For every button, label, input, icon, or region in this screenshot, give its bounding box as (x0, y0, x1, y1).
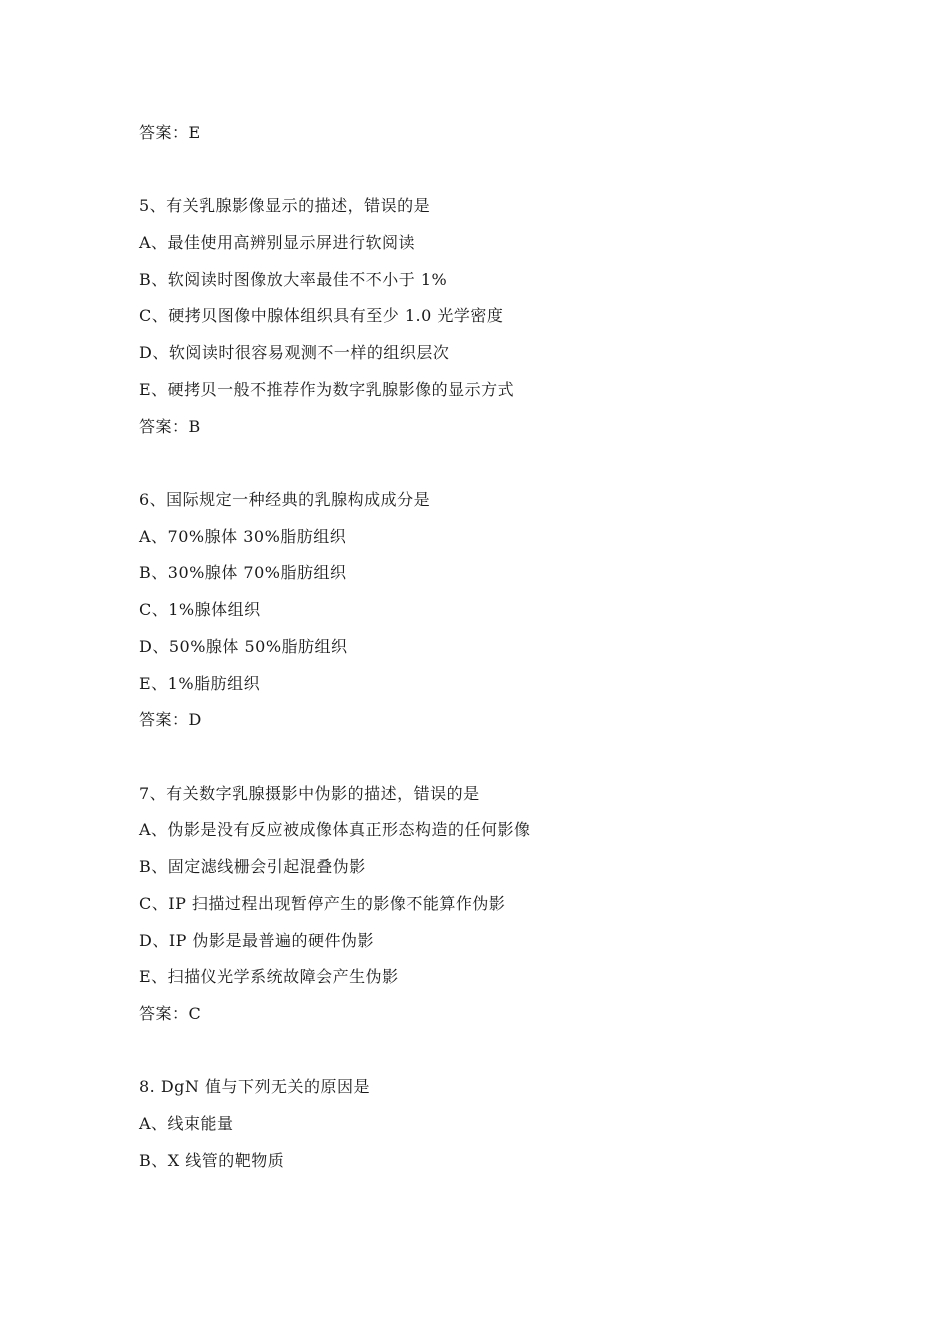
answer-value: E (188, 123, 201, 142)
answer-line (139, 1004, 201, 1024)
answer-label: 答案： (139, 1004, 189, 1023)
answer-line (139, 417, 201, 437)
answer-label: 答案： (139, 123, 189, 142)
answer-label: 答案： (139, 417, 189, 436)
question-option: C、硬拷贝图像中腺体组织具有至少 1.0 光学密度 (139, 306, 504, 325)
question-option: D、50%腺体 50%脂肪组织 (139, 637, 348, 656)
question-option: E、扫描仪光学系统故障会产生伪影 (139, 967, 399, 986)
question-option: E、1%脂肪组织 (139, 674, 261, 693)
question-option: B、30%腺体 70%脂肪组织 (139, 563, 347, 582)
question-stem: 8. DgN 值与下列无关的原因是 (139, 1077, 371, 1096)
question-option: E、硬拷贝一般不推荐作为数字乳腺影像的显示方式 (139, 380, 515, 399)
answer-label: 答案： (139, 710, 189, 729)
question-stem: 7、有关数字乳腺摄影中伪影的描述，错误的是 (139, 784, 480, 803)
question-option: C、1%腺体组织 (139, 600, 261, 619)
question-option: D、软阅读时很容易观测不一样的组织层次 (139, 343, 450, 362)
answer-value: B (188, 417, 201, 436)
answer-value: D (188, 710, 202, 729)
question-option: B、X 线管的靶物质 (139, 1151, 285, 1170)
question-stem: 5、有关乳腺影像显示的描述，错误的是 (139, 196, 431, 215)
answer-line (139, 123, 201, 143)
question-stem: 6、国际规定一种经典的乳腺构成成分是 (139, 490, 431, 509)
question-option: B、固定滤线栅会引起混叠伪影 (139, 857, 366, 876)
answer-value: C (188, 1004, 202, 1023)
question-option: D、IP 伪影是最普遍的硬件伪影 (139, 931, 375, 950)
question-option: B、软阅读时图像放大率最佳不不小于 1% (139, 270, 448, 289)
question-option: A、伪影是没有反应被成像体真正形态构造的任何影像 (139, 820, 531, 839)
question-option: A、线束能量 (139, 1114, 234, 1133)
question-option: A、最佳使用高辨别显示屏进行软阅读 (139, 233, 416, 252)
answer-line (139, 710, 202, 730)
question-option: C、IP 扫描过程出现暂停产生的影像不能算作伪影 (139, 894, 506, 913)
question-option: A、70%腺体 30%脂肪组织 (139, 527, 347, 546)
